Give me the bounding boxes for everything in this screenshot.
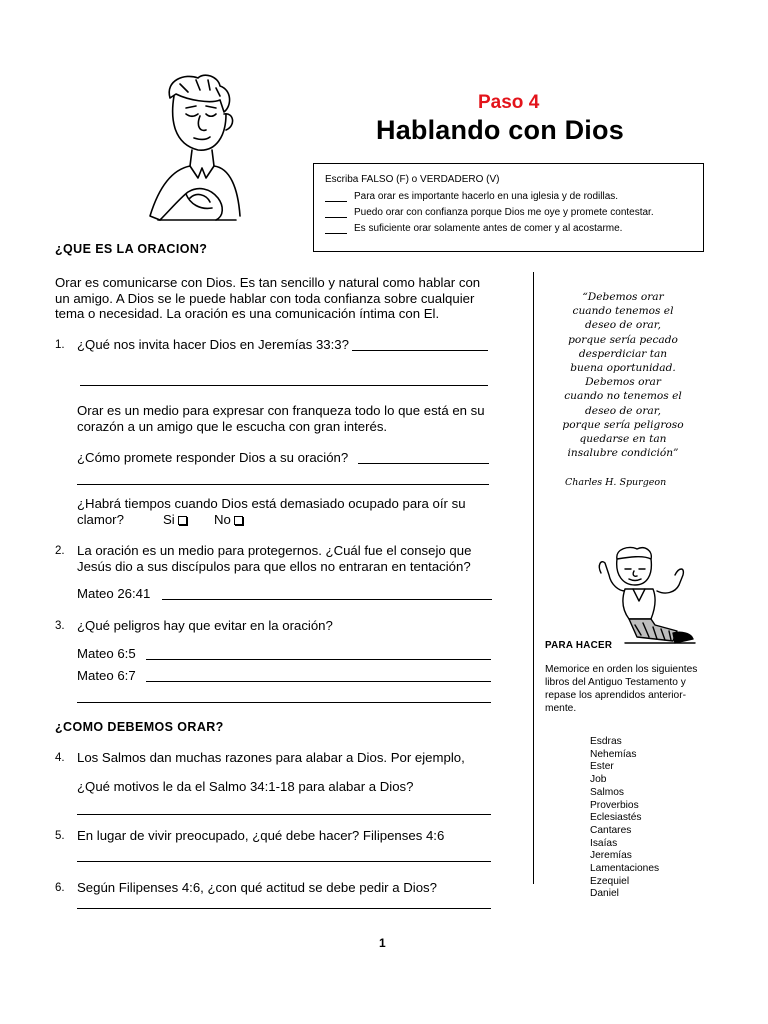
list-item: Ezequiel bbox=[590, 875, 630, 887]
answer-line[interactable] bbox=[146, 681, 491, 682]
list-item: Daniel bbox=[590, 888, 619, 900]
reference-mateo-26: Mateo 26:41 bbox=[77, 586, 151, 601]
question-promise: ¿Cómo promete responder Dios a su oración? bbox=[77, 450, 349, 465]
sidebar-divider bbox=[533, 272, 534, 884]
true-false-item: Puedo orar con confianza porque Dios me oye y promete contestar. bbox=[325, 207, 654, 218]
quote-author: Charles H. Spurgeon bbox=[565, 477, 667, 488]
question-number: 3. bbox=[55, 620, 65, 632]
question-4b: ¿Qué motivos le da el Salmo 34:1-18 para alabar a Dios? bbox=[77, 779, 414, 794]
list-item: Proverbios bbox=[590, 799, 639, 811]
question-number: 1. bbox=[55, 339, 65, 351]
answer-line[interactable] bbox=[77, 814, 491, 815]
question-5: En lugar de vivir preocupado, ¿qué debe hacer? Filipenses 4:6 bbox=[77, 828, 445, 843]
question-4: Los Salmos dan muchas razones para alabar a Dios. Por ejemplo, bbox=[77, 750, 465, 765]
question-3: ¿Qué peligros hay que evitar en la oración? bbox=[77, 618, 333, 633]
true-false-item: Para orar es importante hacerlo en una iglesia y de rodillas. bbox=[325, 191, 618, 202]
praying-man-illustration bbox=[140, 70, 245, 230]
true-false-heading: Escriba FALSO (F) o VERDADERO (V) bbox=[325, 174, 500, 185]
para-hacer-heading: PARA HACER bbox=[545, 640, 613, 651]
page-number: 1 bbox=[379, 936, 386, 950]
question-busy: ¿Habrá tiempos cuando Dios está demasiado ocupado para oír su clamor? bbox=[77, 496, 466, 527]
list-item: Salmos bbox=[590, 786, 624, 798]
answer-line[interactable] bbox=[358, 463, 489, 464]
page-title: Hablando con Dios bbox=[376, 115, 624, 145]
checkbox-icon[interactable] bbox=[234, 516, 243, 525]
intro-paragraph: Orar es comunicarse con Dios. Es tan sencillo y natural como hablar con un amigo. A Dios se le puede hablar con toda confianza sobre cualquier tema o necesidad. La oración es una comunicación íntima con El. bbox=[55, 275, 481, 321]
step-label: Paso 4 bbox=[478, 92, 540, 113]
question-number: 5. bbox=[55, 830, 65, 842]
true-false-item: Es suficiente orar solamente antes de comer y al acostarme. bbox=[325, 223, 622, 234]
books-list bbox=[590, 736, 659, 901]
true-false-box bbox=[313, 163, 704, 252]
list-item: Isaías bbox=[590, 837, 618, 849]
section-heading: ¿COMO DEBEMOS ORAR? bbox=[55, 720, 224, 734]
answer-line[interactable] bbox=[352, 350, 488, 351]
reference-mateo-6-7: Mateo 6:7 bbox=[77, 668, 136, 683]
memorize-instructions: Memorice en orden los siguientes libros del Antiguo Testamento y repase los aprendidos anterior- mente. bbox=[545, 664, 698, 714]
answer-line[interactable] bbox=[146, 659, 491, 660]
question-2: La oración es un medio para protegernos. ¿Cuál fue el consejo que Jesús dio a sus discípulos para que ellos no entraran en tentación? bbox=[77, 543, 472, 574]
list-item: Eclesiastés bbox=[590, 812, 642, 824]
answer-blank[interactable] bbox=[325, 208, 347, 218]
reference-mateo-6-5: Mateo 6:5 bbox=[77, 646, 136, 661]
question-1: ¿Qué nos invita hacer Dios en Jeremías 33:3? bbox=[77, 337, 349, 352]
answer-line[interactable] bbox=[77, 484, 489, 485]
list-item: Cantares bbox=[590, 824, 632, 836]
answer-line[interactable] bbox=[77, 908, 491, 909]
list-item: Ester bbox=[590, 761, 614, 773]
list-item: Jeremías bbox=[590, 850, 632, 862]
answer-line[interactable] bbox=[77, 861, 491, 862]
answer-blank[interactable] bbox=[325, 224, 347, 234]
question-6: Según Filipenses 4:6, ¿con qué actitud se debe pedir a Dios? bbox=[77, 880, 437, 895]
list-item: Nehemías bbox=[590, 748, 637, 760]
kneeling-man-illustration bbox=[595, 545, 700, 650]
answer-line[interactable] bbox=[162, 599, 492, 600]
list-item: Esdras bbox=[590, 736, 622, 747]
answer-line[interactable] bbox=[80, 385, 488, 386]
list-item: Lamentaciones bbox=[590, 863, 660, 875]
paragraph-2: Orar es un medio para expresar con franqueza todo lo que está en su corazón a un amigo que le escucha con gran interés. bbox=[77, 403, 485, 434]
answer-blank[interactable] bbox=[325, 192, 347, 202]
question-number: 4. bbox=[55, 752, 65, 764]
checkbox-icon[interactable] bbox=[178, 516, 187, 525]
list-item: Job bbox=[590, 774, 607, 786]
answer-line[interactable] bbox=[77, 702, 491, 703]
no-option[interactable]: No bbox=[214, 512, 243, 528]
question-number: 6. bbox=[55, 882, 65, 894]
section-heading: ¿QUE ES LA ORACION? bbox=[55, 242, 208, 256]
question-number: 2. bbox=[55, 545, 65, 557]
sidebar-quote: “Debemos orar cuando tenemos el deseo de orar, porque sería pecado desperdiciar tan buena oportunidad. Debemos orar cuando no tenemos el deseo de orar, porque sería peligroso quedarse en tan insalubre condición” bbox=[562, 291, 684, 460]
yes-option[interactable]: Si bbox=[163, 512, 187, 528]
